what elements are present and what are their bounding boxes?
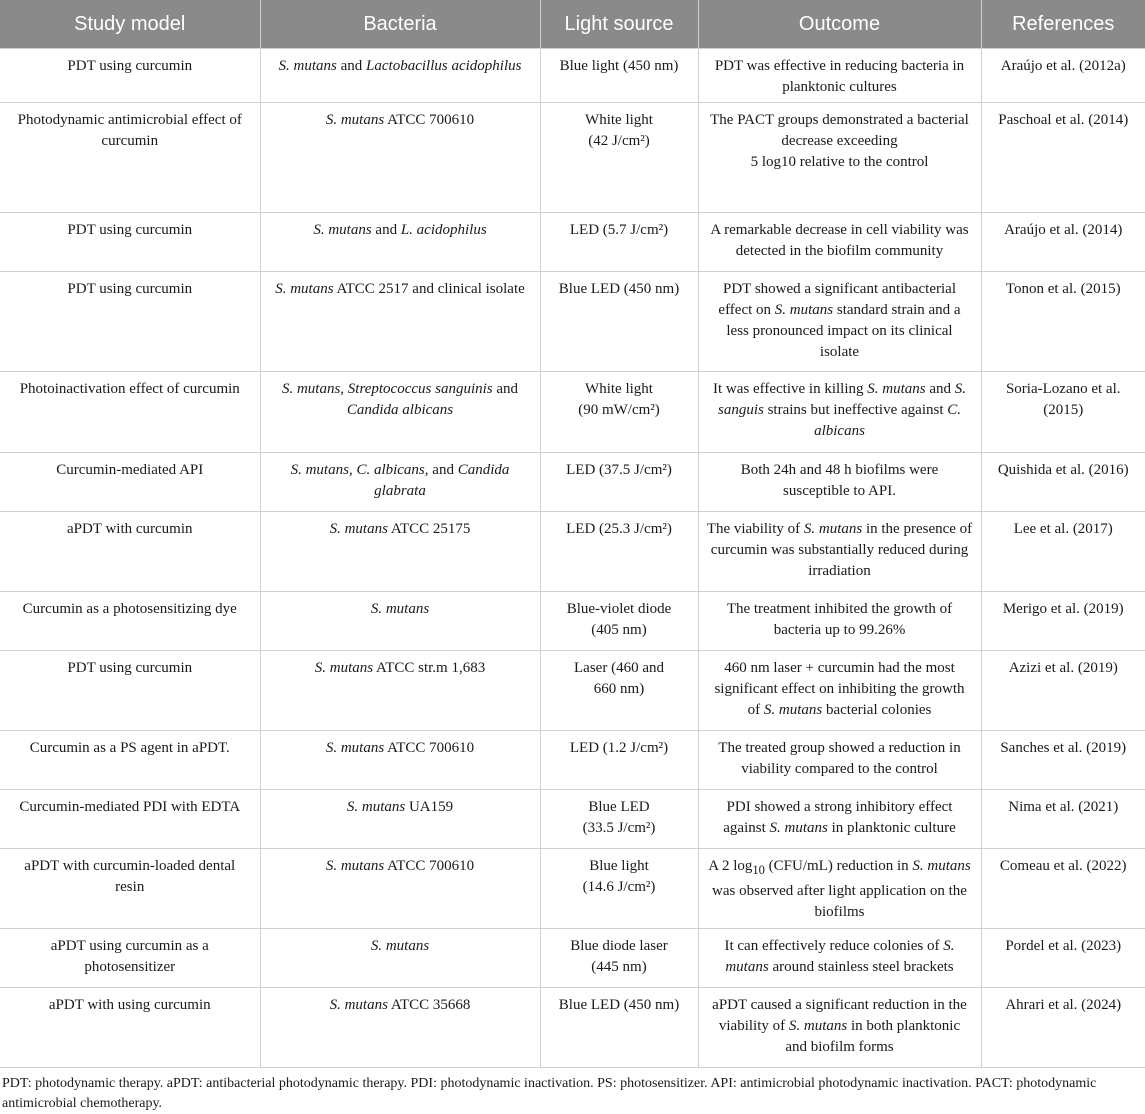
table-row bbox=[0, 372, 1145, 453]
cell-outcome: It can effectively reduce colonies of S. mutans around stainless steel brackets bbox=[698, 929, 981, 988]
table-row bbox=[0, 103, 1145, 213]
cell-reference: Azizi et al. (2019) bbox=[981, 651, 1145, 731]
cell-reference: Quishida et al. (2016) bbox=[981, 453, 1145, 512]
header-outcome: Outcome bbox=[698, 0, 981, 49]
table-row bbox=[0, 453, 1145, 512]
cell-reference: Araújo et al. (2012a) bbox=[981, 49, 1145, 103]
cell-outcome: The viability of S. mutans in the presence of curcumin was substantially reduced during irradiation bbox=[698, 512, 981, 592]
cell-light-source: LED (25.3 J/cm²) bbox=[540, 512, 698, 592]
header-study-model: Study model bbox=[0, 0, 260, 49]
cell-reference: Araújo et al. (2014) bbox=[981, 213, 1145, 272]
table-row bbox=[0, 49, 1145, 103]
table-footnote: PDT: photodynamic therapy. aPDT: antibacterial photodynamic therapy. PDI: photodynamic inactivation. PS: photosensitizer. API: antimicrobial photodynamic inactivation. PACT: photodynamic antimicrobial chemotherapy. bbox=[2, 1076, 1097, 1111]
cell-bacteria: S. mutans bbox=[260, 592, 540, 651]
cell-reference: Ahrari et al. (2024) bbox=[981, 988, 1145, 1068]
cell-light-source: Blue LED (450 nm) bbox=[540, 272, 698, 372]
table-header bbox=[0, 0, 1145, 49]
cell-reference: Comeau et al. (2022) bbox=[981, 849, 1145, 929]
cell-outcome: PDT was effective in reducing bacteria in planktonic cultures bbox=[698, 49, 981, 103]
cell-outcome: aPDT caused a significant reduction in the viability of S. mutans in both planktonic and biofilm forms bbox=[698, 988, 981, 1068]
cell-outcome: PDI showed a strong inhibitory effect against S. mutans in planktonic culture bbox=[698, 790, 981, 849]
cell-study-model: PDT using curcumin bbox=[0, 49, 260, 103]
cell-outcome: Both 24h and 48 h biofilms were susceptible to API. bbox=[698, 453, 981, 512]
cell-study-model: Curcumin as a photosensitizing dye bbox=[0, 592, 260, 651]
cell-light-source: LED (37.5 J/cm²) bbox=[540, 453, 698, 512]
cell-bacteria: S. mutans, Streptococcus sanguinis and Candida albicans bbox=[260, 372, 540, 453]
cell-bacteria: S. mutans ATCC 2517 and clinical isolate bbox=[260, 272, 540, 372]
cell-study-model: aPDT using curcumin as a photosensitizer bbox=[0, 929, 260, 988]
table-row bbox=[0, 651, 1145, 731]
cell-outcome: It was effective in killing S. mutans and S. sanguis strains but ineffective against C. albicans bbox=[698, 372, 981, 453]
cell-study-model: aPDT with curcumin bbox=[0, 512, 260, 592]
header-bacteria: Bacteria bbox=[260, 0, 540, 49]
cell-bacteria: S. mutans ATCC 25175 bbox=[260, 512, 540, 592]
cell-light-source: Blue-violet diode (405 nm) bbox=[540, 592, 698, 651]
cell-study-model: Curcumin as a PS agent in aPDT. bbox=[0, 731, 260, 790]
cell-outcome: 460 nm laser + curcumin had the most significant effect on inhibiting the growth of S. mutans bacterial colonies bbox=[698, 651, 981, 731]
cell-bacteria: S. mutans, C. albicans, and Candida glabrata bbox=[260, 453, 540, 512]
cell-light-source: Blue LED (33.5 J/cm²) bbox=[540, 790, 698, 849]
header-references: References bbox=[981, 0, 1145, 49]
cell-study-model: Curcumin-mediated PDI with EDTA bbox=[0, 790, 260, 849]
cell-bacteria: S. mutans and Lactobacillus acidophilus bbox=[260, 49, 540, 103]
cell-light-source: Laser (460 and 660 nm) bbox=[540, 651, 698, 731]
cell-study-model: PDT using curcumin bbox=[0, 651, 260, 731]
table-row bbox=[0, 929, 1145, 988]
cell-study-model: aPDT with using curcumin bbox=[0, 988, 260, 1068]
cell-reference: Pordel et al. (2023) bbox=[981, 929, 1145, 988]
cell-reference: Sanches et al. (2019) bbox=[981, 731, 1145, 790]
cell-study-model: aPDT with curcumin-loaded dental resin bbox=[0, 849, 260, 929]
cell-study-model: Curcumin-mediated API bbox=[0, 453, 260, 512]
table-row bbox=[0, 272, 1145, 372]
cell-study-model: Photodynamic antimicrobial effect of curcumin bbox=[0, 103, 260, 213]
cell-reference: Nima et al. (2021) bbox=[981, 790, 1145, 849]
cell-bacteria: S. mutans ATCC str.m 1,683 bbox=[260, 651, 540, 731]
cell-light-source: Blue LED (450 nm) bbox=[540, 988, 698, 1068]
cell-light-source: White light (90 mW/cm²) bbox=[540, 372, 698, 453]
cell-light-source: LED (1.2 J/cm²) bbox=[540, 731, 698, 790]
cell-outcome: The treatment inhibited the growth of bacteria up to 99.26% bbox=[698, 592, 981, 651]
table-row bbox=[0, 731, 1145, 790]
cell-bacteria: S. mutans ATCC 700610 bbox=[260, 849, 540, 929]
cell-outcome: A 2 $\log_{10} (CFU/mL)$ reduction in S. mutans was observed after light application on the biofilms bbox=[698, 849, 981, 929]
cell-study-model: PDT using curcumin bbox=[0, 272, 260, 372]
cell-outcome: The PACT groups demonstrated a bacterial decrease exceeding 5 log10 relative to the control bbox=[698, 103, 981, 213]
cell-study-model: Photoinactivation effect of curcumin bbox=[0, 372, 260, 453]
cell-bacteria: S. mutans ATCC 700610 bbox=[260, 731, 540, 790]
cell-light-source: White light (42 J/cm²) bbox=[540, 103, 698, 213]
table-row bbox=[0, 790, 1145, 849]
table-body bbox=[0, 49, 1145, 1068]
cell-reference: Soria-Lozano et al. (2015) bbox=[981, 372, 1145, 453]
cell-bacteria: S. mutans ATCC 700610 bbox=[260, 103, 540, 213]
cell-light-source: LED (5.7 J/cm²) bbox=[540, 213, 698, 272]
table-row bbox=[0, 512, 1145, 592]
table-row bbox=[0, 988, 1145, 1068]
cell-light-source: Blue light (450 nm) bbox=[540, 49, 698, 103]
cell-bacteria: S. mutans UA159 bbox=[260, 790, 540, 849]
header-light-source: Light source bbox=[540, 0, 698, 49]
table-row bbox=[0, 849, 1145, 929]
cell-reference: Merigo et al. (2019) bbox=[981, 592, 1145, 651]
cell-bacteria: S. mutans bbox=[260, 929, 540, 988]
cell-reference: Tonon et al. (2015) bbox=[981, 272, 1145, 372]
table-row bbox=[0, 592, 1145, 651]
cell-reference: Paschoal et al. (2014) bbox=[981, 103, 1145, 213]
cell-light-source: Blue light (14.6 J/cm²) bbox=[540, 849, 698, 929]
cell-outcome: PDT showed a significant antibacterial effect on S. mutans standard strain and a less pronounced impact on its clinical isolate bbox=[698, 272, 981, 372]
cell-outcome: A remarkable decrease in cell viability was detected in the biofilm community bbox=[698, 213, 981, 272]
cell-outcome: The treated group showed a reduction in viability compared to the control bbox=[698, 731, 981, 790]
cell-bacteria: S. mutans ATCC 35668 bbox=[260, 988, 540, 1068]
cell-reference: Lee et al. (2017) bbox=[981, 512, 1145, 592]
cell-study-model: PDT using curcumin bbox=[0, 213, 260, 272]
cell-light-source: Blue diode laser (445 nm) bbox=[540, 929, 698, 988]
cell-bacteria: S. mutans and L. acidophilus bbox=[260, 213, 540, 272]
header-row bbox=[0, 0, 1145, 49]
table-row bbox=[0, 213, 1145, 272]
